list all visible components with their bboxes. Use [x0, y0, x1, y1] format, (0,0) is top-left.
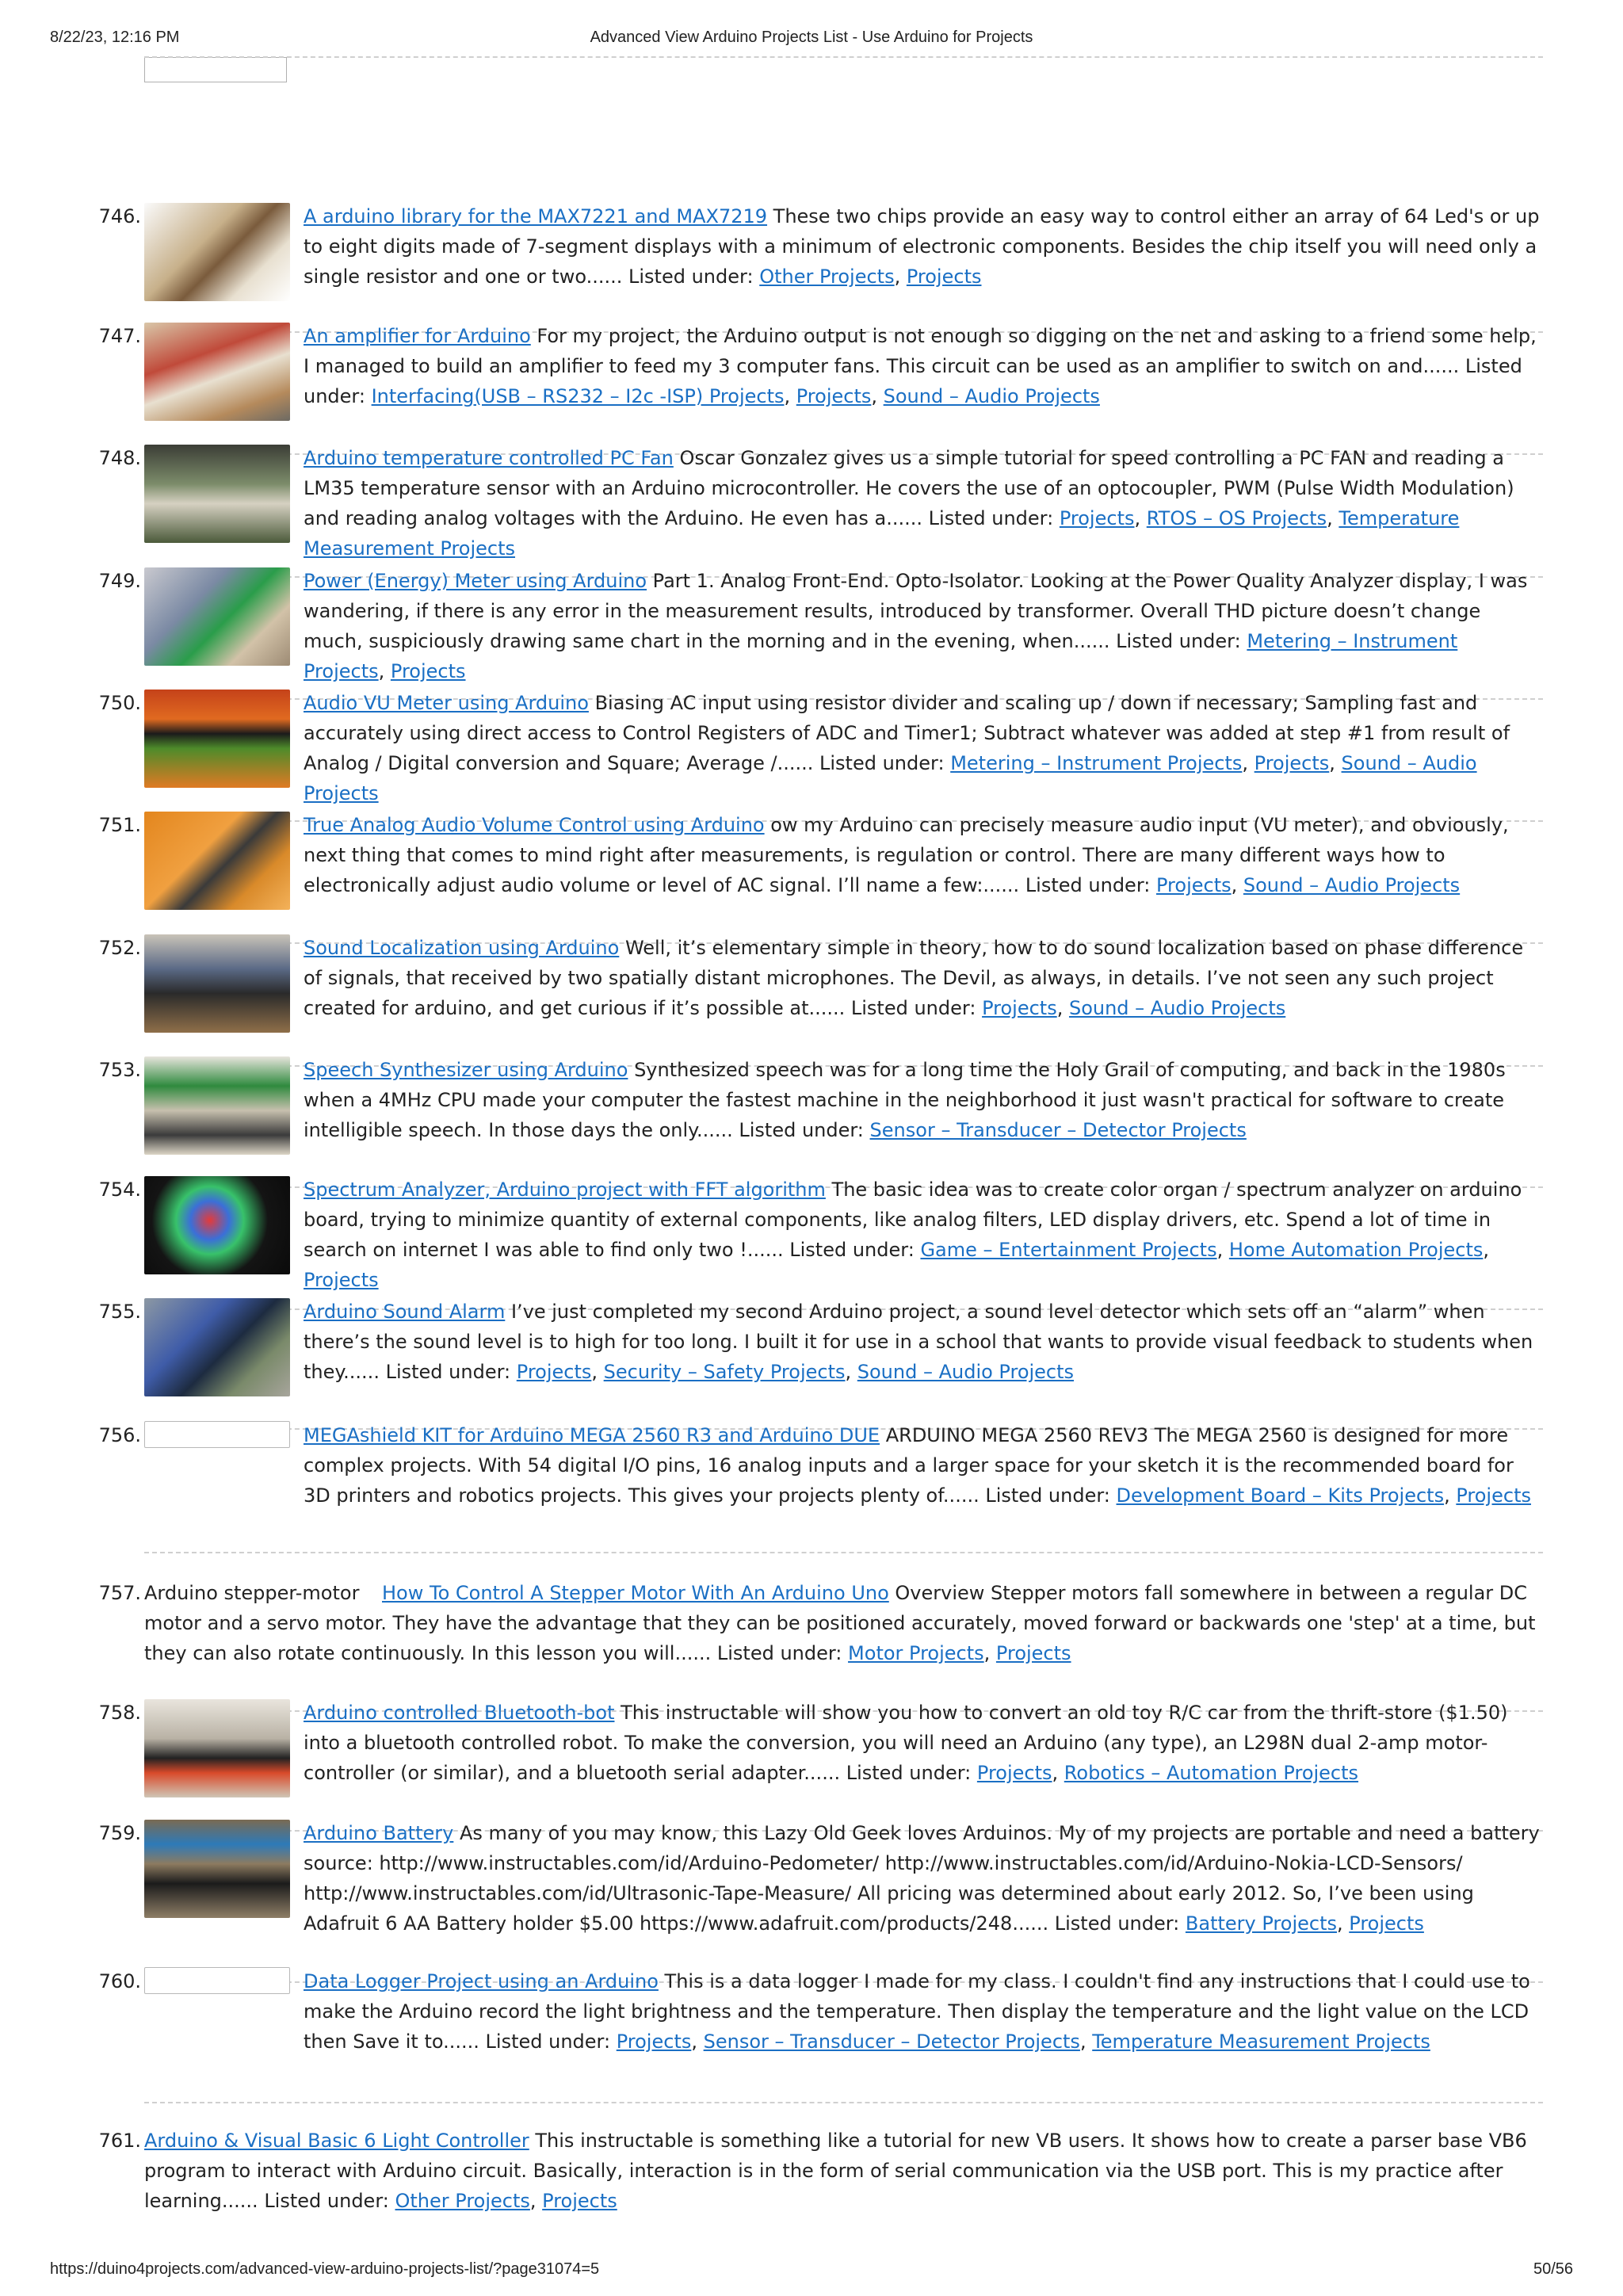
category-link[interactable]: Interfacing(USB – RS232 – I2c -ISP) Projects [371, 385, 785, 407]
listed-under-label: Listed under: [485, 2030, 611, 2053]
category-link[interactable]: Game – Entertainment Projects [920, 1239, 1217, 1261]
category-link[interactable]: Projects [982, 997, 1057, 1019]
listed-under-label: Listed under: [850, 997, 976, 1019]
project-description: This is a data logger I made for my class. I couldn't find any instructions that I could use to make the Arduino record the light brightness and the temperature. Then display the temperature and the light value on the LCD then Save it to...... [304, 1970, 1530, 2053]
broken-image-icon[interactable] [144, 1967, 290, 1994]
category-link[interactable]: Temperature Measurement Projects [1092, 2030, 1430, 2053]
project-thumbnail[interactable] [144, 812, 290, 910]
category-link[interactable]: Projects [906, 266, 982, 288]
listed-under-label: Listed under: [1025, 874, 1151, 896]
project-thumbnail[interactable] [144, 1820, 290, 1918]
project-description: Well, it’s elementary simple in theory, how to do sound localization based on phase difference of signals, that received by two spatially distant microphones. The Devil, as always, in details. I’ve not seen any such project created for arduino, and get curious if it’s possible at...... [304, 937, 1524, 1019]
project-description: Synthesized speech was for a long time the Holy Grail of computing, and back in the 1980s when a 4MHz CPU made your computer the fastest machine in the neighborhood it just wasn't practical for software to create intelligible speech. In those days the only...... [304, 1059, 1506, 1141]
project-thumbnail[interactable] [144, 690, 290, 788]
project-title-link[interactable]: Speech Synthesizer using Arduino [304, 1059, 628, 1081]
entry-number: 760. [98, 1970, 141, 1992]
category-link[interactable]: Projects [1349, 1912, 1424, 1935]
project-title-link[interactable]: Audio VU Meter using Arduino [304, 692, 589, 714]
divider [144, 2102, 1543, 2103]
project-thumbnail[interactable] [144, 1056, 290, 1155]
project-entry-text [304, 1055, 1544, 1145]
entry-number: 761. [98, 2130, 141, 2152]
project-description: The basic idea was to create color organ / spectrum analyzer on arduino board, trying to minimize quantity of external components, like analog filters, LED display drivers, etc. Spend a lot of time in search on internet I was able to find only two !...... [304, 1179, 1522, 1261]
project-entry-text: Data Logger Project using an Arduino This is a data logger I made for my class. I couldn't find any instructions that I could use to make the Arduino record the light brightness and the temperature. Then display the temperature and the light value on the LCD then Save it to...... Listed under: Projects, Sensor – Transducer – Detector Projects, Temperature Measurement Projects [304, 1970, 1530, 2053]
category-link[interactable]: Sound – Audio Projects [857, 1361, 1075, 1383]
broken-image-icon[interactable] [144, 1421, 290, 1448]
project-title-link[interactable]: A arduino library for the MAX7221 and MAX7219 [304, 205, 768, 227]
category-link[interactable]: Projects [995, 1642, 1071, 1664]
listed-under-label: Listed under: [1116, 630, 1241, 652]
project-thumbnail[interactable] [144, 1298, 290, 1396]
entry-number: 755. [98, 1301, 141, 1323]
listed-under-label: Listed under: [304, 355, 1522, 407]
entry-number: 759. [98, 1822, 141, 1844]
entry-number: 748. [98, 447, 141, 469]
category-link[interactable]: Projects [976, 1762, 1052, 1784]
project-title-link[interactable]: Sound Localization using Arduino [304, 937, 620, 959]
category-link[interactable]: Sensor – Transducer – Detector Projects [869, 1119, 1247, 1141]
category-link[interactable]: Sound – Audio Projects [1243, 874, 1461, 896]
category-link[interactable]: Metering – Instrument Projects [950, 752, 1243, 774]
entry-number: 750. [98, 692, 141, 714]
category-link[interactable]: Projects [516, 1361, 592, 1383]
project-title-link[interactable]: An amplifier for Arduino [304, 325, 531, 347]
listed-under-label: Listed under: [789, 1239, 915, 1261]
entry-number: 746. [98, 205, 141, 227]
category-link[interactable]: Projects [1254, 752, 1330, 774]
project-thumbnail[interactable] [144, 1699, 290, 1797]
page-counter: 50/56 [1533, 2260, 1574, 2278]
project-thumbnail[interactable] [144, 934, 290, 1033]
listed-under-label: Listed under: [385, 1361, 511, 1383]
category-link[interactable]: Home Automation Projects [1228, 1239, 1484, 1261]
project-thumbnail[interactable] [144, 445, 290, 543]
project-thumbnail[interactable] [144, 1176, 290, 1274]
category-link[interactable]: Battery Projects [1185, 1912, 1337, 1935]
category-link[interactable]: Security – Safety Projects [603, 1361, 846, 1383]
project-title-link[interactable]: Data Logger Project using an Arduino [304, 1970, 659, 1992]
listed-under-label: Listed under: [846, 1762, 972, 1784]
project-description: For my project, the Arduino output is not enough so digging on the net and asking to a friend some help, I managed to build an amplifier to feed my 3 computer fans. This circuit can be used as an amplifier to switch on and...... [304, 325, 1537, 377]
project-entry-text: Arduino temperature controlled PC Fan Oscar Gonzalez gives us a simple tutorial for speed controlling a PC FAN and reading a LM35 temperature sensor with an Arduino microcontroller. He covers the use of an optocoupler, PWM (Pulse Width Modulation) and reading analog voltages with the Arduino. He even has a...... Listed under: Projects, RTOS – OS Projects, Temperature Measurement Projects [304, 447, 1514, 560]
category-link[interactable]: Projects [390, 660, 466, 682]
project-entry-text: Audio VU Meter using Arduino Biasing AC input using resistor divider and scaling up / down if necessary; Sampling fast and accurately using direct access to Control Registers of ADC and Timer1; Subtract whatever was added at step #1 from result of Analog / Digital conversion and Square; Average /...... Listed under: Metering – Instrument Projects, Projects, Sound – Audio Projects [304, 692, 1510, 804]
listed-under-label: Listed under: [819, 752, 945, 774]
project-entry-text: Sound Localization using Arduino Well, it’s elementary simple in theory, how to do sound localization based on phase difference of signals, that received by two spatially distant microphones. The Devil, as always, in details. I’ve not seen any such project created for arduino, and get curious if it’s possible at...... Listed under: Projects, Sound – Audio Projects [304, 937, 1524, 1019]
entry-number: 749. [98, 570, 141, 592]
project-title-link[interactable]: True Analog Audio Volume Control using Arduino [304, 814, 765, 836]
project-title-link[interactable]: Power (Energy) Meter using Arduino [304, 570, 647, 592]
category-link[interactable]: Sound – Audio Projects [304, 752, 1477, 804]
category-link[interactable]: Other Projects [395, 2190, 530, 2212]
category-link[interactable]: Sound – Audio Projects [883, 385, 1100, 407]
project-title-link[interactable]: Arduino controlled Bluetooth-bot [304, 1702, 615, 1724]
project-title-link[interactable]: Arduino temperature controlled PC Fan [304, 447, 674, 469]
project-description: This instructable will show you how to convert an old toy R/C car from the thrift-store ($1.50) into a bluetooth controlled robot. To make the conversion, you will need an Arduino (any type), an L298N dual 2-amp motor-controller (or similar), and a bluetooth serial adapter...... [304, 1702, 1508, 1784]
category-link[interactable]: Projects [796, 385, 872, 407]
category-link[interactable]: Projects [616, 2030, 692, 2053]
category-link[interactable]: Metering – Instrument Projects [304, 630, 1458, 682]
category-link[interactable]: RTOS – OS Projects [1146, 507, 1327, 529]
listed-under-label: Listed under: [928, 507, 1054, 529]
project-entry-text: Arduino Battery As many of you may know, this Lazy Old Geek loves Arduinos. My of my projects are portable and need a battery source: http://www.instructables.com/id/Arduino-Pedometer/ http://www.instructables.com/id/Arduino-Nokia-LCD-Sensors/ http://www.instructables.com/id/Ultrasonic-Tape-Measure/ All pricing was determined about early 2012. So, I’ve been using Adafruit 6 AA Battery holder $5.00 https://www.adafruit.com/products/248...... Listed under: Battery Projects, Projects [304, 1822, 1540, 1935]
print-page-title: Advanced View Arduino Projects List - Use Arduino for Projects [590, 29, 1033, 46]
project-description: Biasing AC input using resistor divider and scaling up / down if necessary; Sampling fast and accurately using direct access to Control Registers of ADC and Timer1; Subtract whatever was added at step #1 from result of Analog / Digital conversion and Square; Average /...... [304, 692, 1510, 774]
listed-under-label: Listed under: [716, 1642, 842, 1664]
category-link[interactable]: Projects [542, 2190, 617, 2212]
broken-image-icon [144, 57, 287, 82]
category-link[interactable]: Sound – Audio Projects [1068, 997, 1286, 1019]
project-entry-text: Arduino controlled Bluetooth-bot This instructable will show you how to convert an old toy R/C car from the thrift-store ($1.50) into a bluetooth controlled robot. To make the conversion, you will need an Arduino (any type), an L298N dual 2-amp motor-controller (or similar), and a bluetooth serial adapter...... Listed under: Projects, Robotics – Automation Projects [304, 1702, 1508, 1784]
project-entry-text: Arduino & Visual Basic 6 Light Controller This instructable is something like a tutorial for new VB users. It shows how to create a parser base VB6 program to interact with Arduino circuit. Basically, interaction is in the form of serial communication via the USB port. This is my practice after learning...... Listed under: Other Projects, Projects [144, 2130, 1527, 2212]
category-link[interactable]: Motor Projects [848, 1642, 984, 1664]
divider [144, 56, 1543, 58]
listed-under-label: Listed under: [739, 1119, 864, 1141]
project-description: I’ve just completed my second Arduino project, a sound level detector which sets off an “alarm” when there’s the sound level is to high for too long. I built it for use in a school that wants to provide visual feedback to students when they...... [304, 1301, 1533, 1383]
project-title-link[interactable]: Spectrum Analyzer, Arduino project with FFT algorithm [304, 1179, 826, 1201]
project-description: ARDUINO MEGA 2560 REV3 The MEGA 2560 is designed for more complex projects. With 54 digital I/O pins, 16 analog inputs and a larger space for your sketch it is the recommended board for 3D printers and robotics projects. This gives your projects plenty of...... [304, 1424, 1514, 1507]
print-datetime: 8/22/23, 12:16 PM [50, 29, 180, 46]
project-description: As many of you may know, this Lazy Old Geek loves Arduinos. My of my projects are portable and need a battery source: http://www.instructables.com/id/Arduino-Pedometer/ http://www.instructables.com/id/Arduino-Nokia-LCD-Sensors/ http://www.instructables.com/id/Ultrasonic-Tape-Measure/ All pricing was determined about early 2012. So, I’ve been using Adafruit 6 AA Battery holder $5.00 https://www.adafruit.com/products/248...... [304, 1822, 1540, 1935]
divider [144, 1552, 1543, 1553]
project-description: This instructable is something like a tutorial for new VB users. It shows how to create a parser base VB6 program to interact with Arduino circuit. Basically, interaction is in the form of serial communication via the USB port. This is my practice after learning...... [144, 2130, 1527, 2212]
listed-under-label: Listed under: [264, 2190, 389, 2212]
entry-number: 757. [98, 1582, 141, 1604]
project-description: These two chips provide an easy way to control either an array of 64 Led's or up to eight digits made of 7-segment displays with a minimum of electronic components. Besides the chip itself you will need only a single resistor and one or two...... [304, 205, 1540, 288]
project-entry-text: True Analog Audio Volume Control using Arduino ow my Arduino can precisely measure audio input (VU meter), and obviously, next thing that comes to mind right after measurements, is regulation or control. There are many different ways how to electronically adjust audio volume or level of AC signal. I’ll name a few:...... Listed under: Projects, Sound – Audio Projects [304, 814, 1509, 896]
broken-image-alt-text: Arduino stepper-motor [144, 1582, 360, 1604]
category-link[interactable]: Projects [1456, 1484, 1531, 1507]
category-link[interactable]: Other Projects [759, 266, 895, 288]
project-description: Overview Stepper motors fall somewhere in between a regular DC motor and a servo motor. They have the advantage that they can be positioned accurately, moved forward or backwards one 'step' at a time, but they can also rotate continuously. In this lesson you will...... [144, 1582, 1536, 1664]
project-thumbnail[interactable] [144, 323, 290, 421]
entry-number: 754. [98, 1179, 141, 1201]
project-entry-text: Power (Energy) Meter using Arduino Part 1. Analog Front-End. Opto-Isolator. Looking at the Power Quality Analyzer display, I was wandering, if there is any error in the measurement results, introduced by transformer. Overall THD picture doesn’t change much, suspiciously drawing same chart in the morning and in the evening, when...... Listed under: Metering – Instrument Projects, Projects [304, 570, 1528, 682]
listed-under-label: Listed under: [628, 266, 754, 288]
project-description: ow my Arduino can precisely measure audio input (VU meter), and obviously, next thing that comes to mind right after measurements, is regulation or control. There are many different ways how to electronically adjust audio volume or level of AC signal. I’ll name a few:...... [304, 814, 1509, 896]
entry-number: 751. [98, 814, 141, 836]
project-entry-text: A arduino library for the MAX7221 and MAX7219 These two chips provide an easy way to control either an array of 64 Led's or up to eight digits made of 7-segment displays with a minimum of electronic components. Besides the chip itself you will need only a single resistor and one or two...... Listed under: Other Projects, Projects [304, 205, 1540, 288]
project-entry-text: Arduino Sound Alarm I’ve just completed my second Arduino project, a sound level detector which sets off an “alarm” when there’s the sound level is to high for too long. I built it for use in a school that wants to provide visual feedback to students when they...... Listed under: Projects, Security – Safety Projects, Sound – Audio Projects [304, 1301, 1533, 1383]
project-title-link[interactable]: How To Control A Stepper Motor With An Arduino Uno [382, 1582, 889, 1604]
project-thumbnail[interactable] [144, 567, 290, 666]
category-link[interactable]: Development Board – Kits Projects [1116, 1484, 1445, 1507]
project-entry-text: Spectrum Analyzer, Arduino project with FFT algorithm The basic idea was to create color organ / spectrum analyzer on arduino board, trying to minimize quantity of external components, like analog filters, LED display drivers, etc. Spend a lot of time in search on internet I was able to find only two !...... Listed under: Game – Entertainment Projects, Home Automation Projects, Projects [304, 1179, 1522, 1291]
project-entry-text: MEGAshield KIT for Arduino MEGA 2560 R3 and Arduino DUE ARDUINO MEGA 2560 REV3 The MEGA 2560 is designed for more complex projects. With 54 digital I/O pins, 16 analog inputs and a larger space for your sketch it is the recommended board for 3D printers and robotics projects. This gives your projects plenty of...... Listed under: Development Board – Kits Projects, Projects [304, 1424, 1531, 1507]
project-title-link[interactable]: Arduino Battery [304, 1822, 454, 1844]
category-link[interactable]: Projects [304, 1269, 379, 1291]
category-link[interactable]: Sensor – Transducer – Detector Projects [703, 2030, 1080, 2053]
entry-number: 756. [98, 1424, 141, 1446]
project-description: Part 1. Analog Front-End. Opto-Isolator. Looking at the Power Quality Analyzer display, I was wandering, if there is any error in the measurement results, introduced by transformer. Overall THD picture doesn’t change much, suspiciously drawing same chart in the morning and in the evening, when...... [304, 570, 1528, 652]
category-link[interactable]: Robotics – Automation Projects [1064, 1762, 1359, 1784]
entry-number: 747. [98, 325, 141, 347]
project-entry-text: An amplifier for Arduino For my project, the Arduino output is not enough so digging on the net and asking to a friend some help, I managed to build an amplifier to feed my 3 computer fans. This circuit can be used as an amplifier to switch on and...... Listed under: Interfacing(USB – RS232 – I2c -ISP) Projects, Projects, Sound – Audio Projects [304, 325, 1537, 407]
entry-number: 752. [98, 937, 141, 959]
listed-under-label: Listed under: [985, 1484, 1110, 1507]
project-description: Oscar Gonzalez gives us a simple tutorial for speed controlling a PC FAN and reading a LM35 temperature sensor with an Arduino microcontroller. He covers the use of an optocoupler, PWM (Pulse Width Modulation) and reading analog voltages with the Arduino. He even has a...... [304, 447, 1514, 529]
project-title-link[interactable]: Arduino & Visual Basic 6 Light Controller [144, 2130, 529, 2152]
entry-number: 753. [98, 1059, 141, 1081]
project-entry-text: Arduino stepper-motor How To Control A Stepper Motor With An Arduino Uno Overview Stepper motors fall somewhere in between a regular DC motor and a servo motor. They have the advantage that they can be positioned accurately, moved forward or backwards one 'step' at a time, but they can also rotate continuously. In this lesson you will...... Listed under: Motor Projects, Projects [144, 1578, 1544, 1668]
listed-under-label: Listed under: [1054, 1912, 1180, 1935]
category-link[interactable]: Projects [1156, 874, 1232, 896]
category-link[interactable]: Projects [1059, 507, 1135, 529]
print-url: https://duino4projects.com/advanced-view-arduino-projects-list/?page31074=5 [50, 2260, 600, 2278]
project-title-link[interactable]: Arduino Sound Alarm [304, 1301, 506, 1323]
project-thumbnail[interactable] [144, 203, 290, 301]
category-link[interactable]: Temperature Measurement Projects [304, 507, 1460, 560]
entry-number: 758. [98, 1702, 141, 1724]
project-title-link[interactable]: MEGAshield KIT for Arduino MEGA 2560 R3 and Arduino DUE [304, 1424, 880, 1446]
